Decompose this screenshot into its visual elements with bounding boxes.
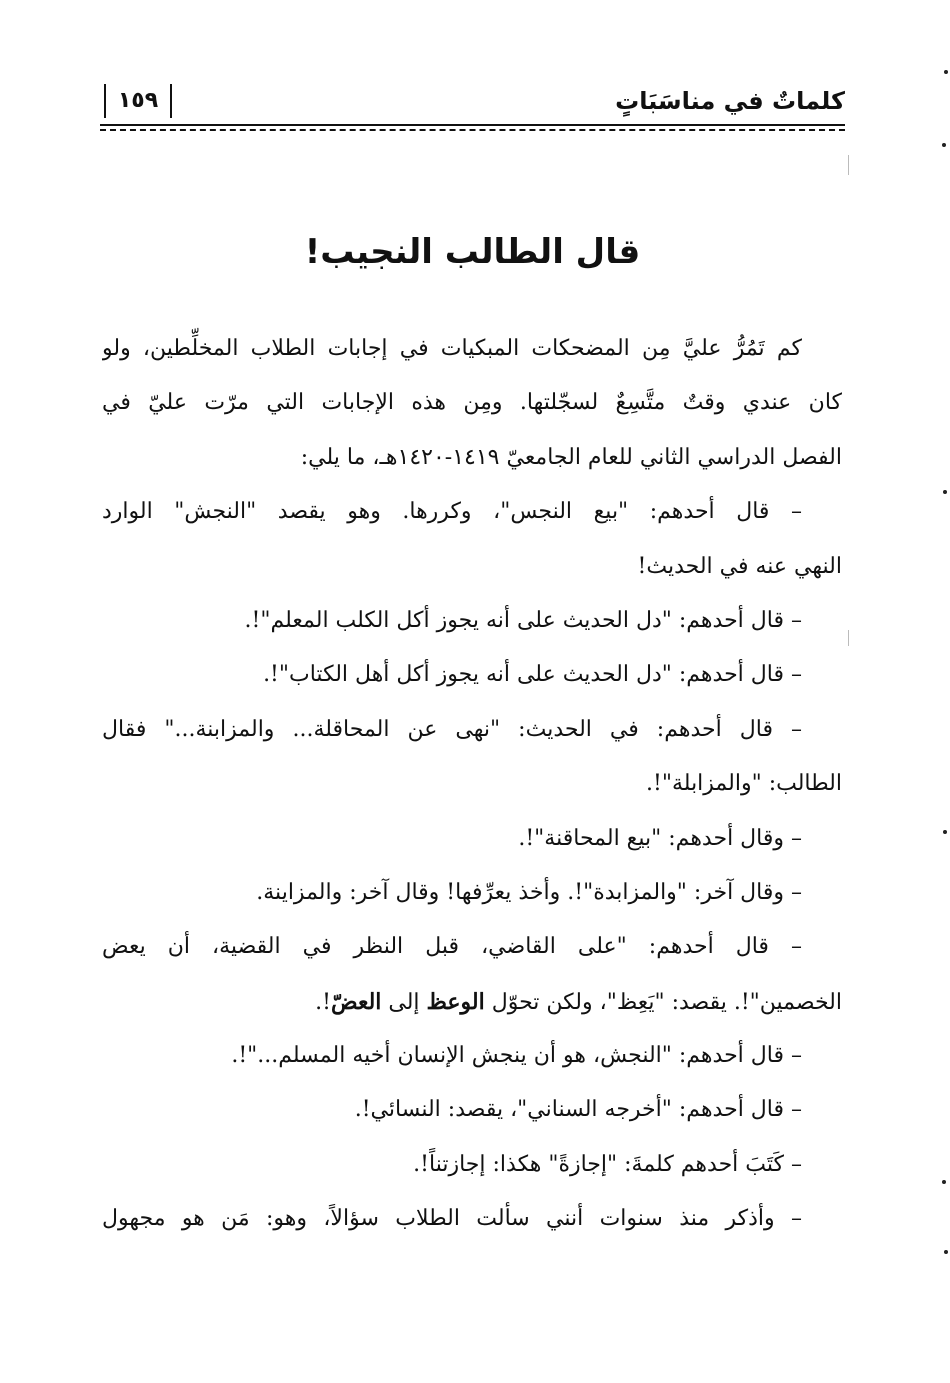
- page-header: [100, 78, 845, 130]
- scan-speck: [944, 1250, 948, 1254]
- list-item: – قال أحدهم: في الحديث: "نهى عن المحاقلة... والمزابنة..." فقال: [102, 716, 802, 742]
- text-run: إلى: [381, 989, 427, 1015]
- text-run: الخصمين"!. يقصد: "يَعِظ"، ولكن تحوّل: [484, 989, 842, 1015]
- text-run: !.: [315, 989, 331, 1015]
- list-item: – قال أحدهم: "النجش، هو أن ينجش الإنسان أخيه المسلم..."!.: [231, 1043, 802, 1069]
- bold-word: الوعظ: [426, 988, 485, 1015]
- list-item-continuation: [102, 975, 842, 1029]
- text-line: كم تَمُرُّ عليَّ مِن المضحكات المبكيات في إجابات الطلاب المخلِّطين، ولو: [102, 336, 802, 361]
- list-item: – وقال آخر: "والمزابدة"!. وأخذ يعرِّفها! وقال آخر: والمزاينة.: [256, 879, 802, 905]
- list-item: – قال أحدهم: "بيع النجس"، وكررها. وهو يقصد "النجش" الوارد: [102, 499, 802, 525]
- page-number: ١٥٩: [104, 84, 172, 118]
- header-dashed-rule: [100, 129, 845, 131]
- scan-mark: [848, 155, 849, 175]
- text-line: كان عندي وقتٌ متَّسِعٌ لسجّلتها. ومِن هذه الإجابات التي مرّت عليّ في: [102, 390, 842, 416]
- list-item-continuation: النهي عنه في الحديث!: [637, 553, 842, 579]
- list-item: – قال أحدهم: "أخرجه السناني"، يقصد: النسائي!.: [354, 1097, 802, 1123]
- list-item: – وأذكر منذ سنوات أنني سألت الطلاب سؤالاً، وهو: مَن هو مجهول: [102, 1206, 802, 1232]
- bold-word: العضّ: [331, 988, 382, 1015]
- list-item: – وقال أحدهم: "بيع المحاقنة"!.: [518, 825, 802, 851]
- scan-speck: [942, 143, 946, 147]
- scan-speck: [943, 490, 947, 494]
- header-rule: [100, 124, 845, 126]
- list-item: – قال أحدهم: "دل الحديث على أنه يجوز أكل الكلب المعلم"!.: [244, 607, 802, 633]
- list-item: – قال أحدهم: "دل الحديث على أنه يجوز أكل أهل الكتاب"!.: [263, 662, 802, 688]
- body-text: [102, 322, 842, 1247]
- scan-speck: [944, 70, 948, 74]
- scan-mark: [848, 630, 849, 646]
- list-item: – قال أحدهم: "على القاضي، قبل النظر في القضية، أن يعض: [102, 934, 802, 960]
- scan-speck: [943, 830, 947, 834]
- section-title: قال الطالب النجيب!: [304, 232, 641, 272]
- running-head: كلماتٌ في مناسَبَاتٍ: [615, 87, 845, 115]
- list-item: – كَتَبَ أحدهم كلمةَ: "إجازةً" هكذا: إجازتناً!.: [413, 1151, 802, 1177]
- text-line: الفصل الدراسي الثاني للعام الجامعيّ ١٤١٩-١٤٢٠هـ، ما يلي:: [300, 444, 842, 470]
- list-item-continuation: الطالب: "والمزابلة"!.: [646, 771, 842, 797]
- scan-speck: [942, 1180, 946, 1184]
